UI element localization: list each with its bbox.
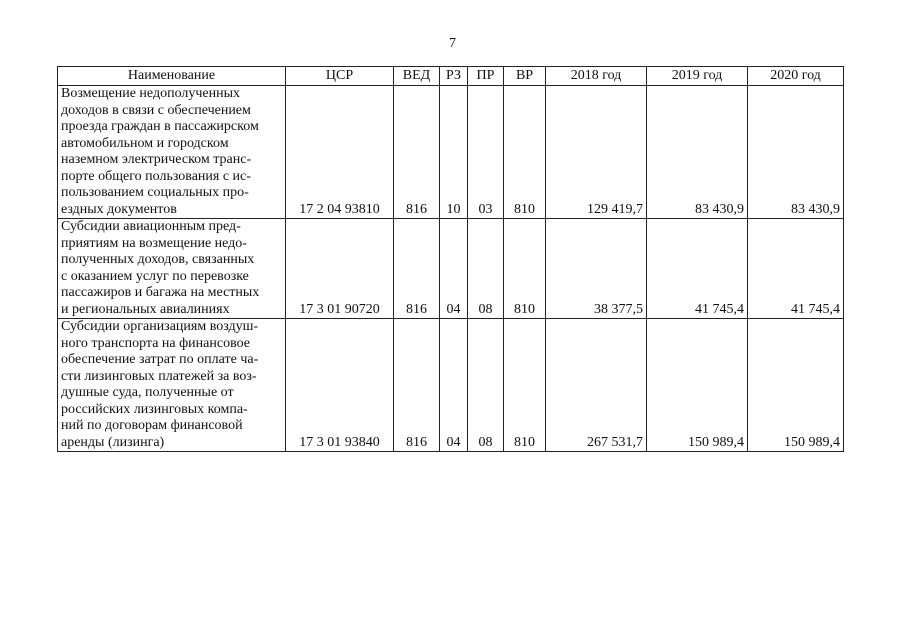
row-pr: 08 xyxy=(468,219,504,319)
row-name-line: обеспечение затрат по оплате ча- xyxy=(61,352,259,367)
row-csr: 17 3 01 93840 xyxy=(286,319,394,452)
row-2020: 150 989,4 xyxy=(748,319,844,452)
row-2019: 83 430,9 xyxy=(647,86,748,219)
row-rz: 04 xyxy=(440,219,468,319)
row-csr: 17 3 01 90720 xyxy=(286,219,394,319)
row-name-line: пользованием социальных про- xyxy=(61,185,249,200)
row-name-line: наземном электрическом транс- xyxy=(61,152,252,167)
table-row xyxy=(58,86,844,219)
page-number: 7 xyxy=(449,36,456,51)
row-name-line: с оказанием услуг по перевозке xyxy=(61,268,249,284)
row-name-line: и региональных авиалиниях xyxy=(61,301,230,317)
header-ved: ВЕД xyxy=(394,67,440,86)
row-pr: 08 xyxy=(468,319,504,452)
header-rz: РЗ xyxy=(440,67,468,86)
row-name xyxy=(58,86,286,219)
row-name-line: аренды (лизинга) xyxy=(61,434,165,450)
row-name-line: полученных доходов, связанных xyxy=(61,252,255,267)
row-pr: 03 xyxy=(468,86,504,219)
row-ved: 816 xyxy=(394,219,440,319)
budget-table xyxy=(57,66,844,452)
row-2019: 150 989,4 xyxy=(647,319,748,452)
row-name-line: приятиям на возмещение недо- xyxy=(61,235,247,251)
row-name-line: Субсидии авиационным пред- xyxy=(61,219,241,234)
row-name-line: душные суда, полученные от xyxy=(61,385,234,400)
row-name-line: Субсидии организациям воздуш- xyxy=(61,319,259,334)
header-2019: 2019 год xyxy=(647,67,748,86)
table-row xyxy=(58,219,844,319)
row-rz: 04 xyxy=(440,319,468,452)
row-ved: 816 xyxy=(394,319,440,452)
row-name-line: российских лизинговых компа- xyxy=(61,401,248,417)
row-name-line: порте общего пользования с ис- xyxy=(61,168,251,184)
header-name: Наименование xyxy=(58,67,286,86)
row-vr: 810 xyxy=(504,219,546,319)
row-name-line: сти лизинговых платежей за воз- xyxy=(61,368,257,384)
header-pr: ПР xyxy=(468,67,504,86)
row-2020: 83 430,9 xyxy=(748,86,844,219)
row-name-line: ездных документов xyxy=(61,201,177,217)
header-vr: ВР xyxy=(504,67,546,86)
header-2018: 2018 год xyxy=(546,67,647,86)
row-vr: 810 xyxy=(504,319,546,452)
row-2018: 38 377,5 xyxy=(546,219,647,319)
row-rz: 10 xyxy=(440,86,468,219)
table-row xyxy=(58,319,844,452)
row-2018: 267 531,7 xyxy=(546,319,647,452)
row-csr: 17 2 04 93810 xyxy=(286,86,394,219)
row-name-line: ний по договорам финансовой xyxy=(61,418,243,433)
row-ved: 816 xyxy=(394,86,440,219)
row-2019: 41 745,4 xyxy=(647,219,748,319)
row-name-line: проезда граждан в пассажирском xyxy=(61,119,259,134)
header-2020: 2020 год xyxy=(748,67,844,86)
row-name-line: автомобильном и городском xyxy=(61,135,229,151)
row-name-line: ного транспорта на финансовое xyxy=(61,335,250,351)
row-name-line: доходов в связи с обеспечением xyxy=(61,102,251,118)
row-2018: 129 419,7 xyxy=(546,86,647,219)
row-name xyxy=(58,319,286,452)
header-csr: ЦСР xyxy=(286,67,394,86)
row-vr: 810 xyxy=(504,86,546,219)
row-name-line: Возмещение недополученных xyxy=(61,86,241,101)
table-header-row xyxy=(58,67,844,86)
row-name-line: пассажиров и багажа на местных xyxy=(61,285,260,300)
row-name xyxy=(58,219,286,319)
row-2020: 41 745,4 xyxy=(748,219,844,319)
